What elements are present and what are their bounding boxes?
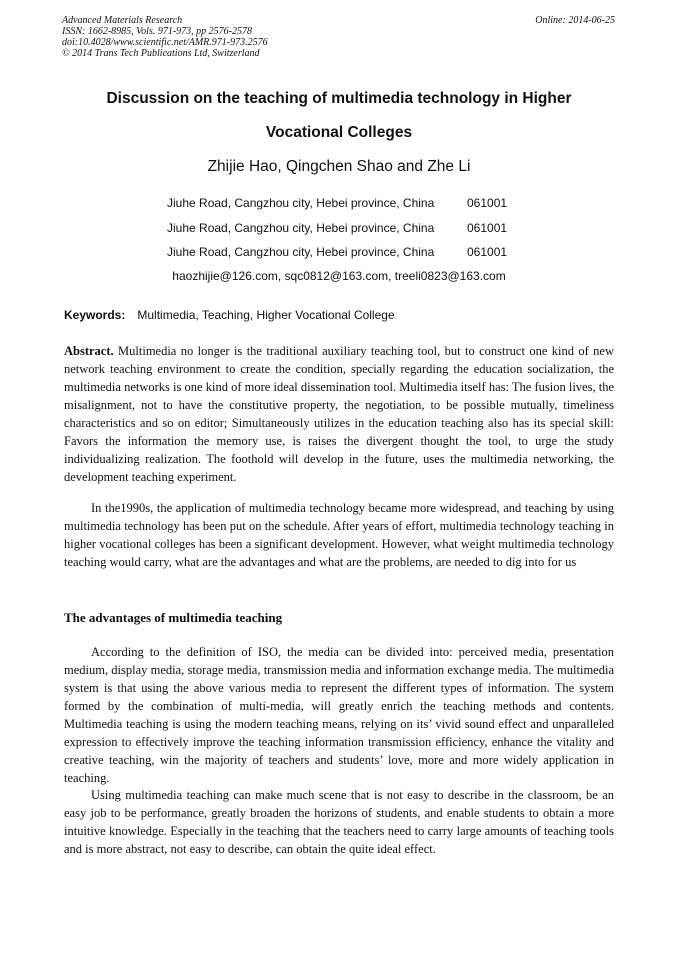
keywords-label: Keywords: [64,308,126,322]
affiliation-1 [167,196,508,210]
affiliation-2 [167,221,508,235]
keywords [64,308,395,322]
section-heading: The advantages of multimedia teaching [64,610,283,625]
paper-title-line-1: Discussion on the teaching of multimedia technology in Higher [106,90,572,107]
copyright-line: © 2014 Trans Tech Publications Ltd, Switzerland [62,48,260,59]
abstract-label: Abstract. [64,344,114,358]
author-list: Zhijie Hao, Qingchen Shao and Zhe Li [207,158,471,175]
issn-line: ISSN: 1662-8985, Vols. 971-973, pp 2576-2578 [62,26,252,37]
journal-name: Advanced Materials Research [62,15,183,26]
affiliation-zip: 061001 [467,245,508,259]
keywords-text: Multimedia, Teaching, Higher Vocational College [137,308,395,322]
intro-paragraph: In the1990s, the application of multimedia technology became more widespread, and teaching by using multimedia technology has been put on the schedule. After years of effort, multimedia technology teaching in higher vocational colleges has been a significant development. However, what weight multimedia technology teaching would carry, what are the advantages and what are the problems, are needed to dig into for us [64,501,614,569]
affiliation-zip: 061001 [467,221,508,235]
paper-title-line-2: Vocational Colleges [265,124,413,141]
affiliation-address: Jiuhe Road, Cangzhou city, Hebei province, China [167,196,435,210]
affiliation-zip: 061001 [467,196,508,210]
section-paragraph-1: According to the definition of ISO, the media can be divided into: perceived media, presentation medium, display media, storage media, transmission media and information exchange media. The multimedia system is that using the above various media to represent the different types of information. The system formed by the combination of multi-media, will greatly enrich the teaching methods and contents. Multimedia teaching is using the modern teaching means, relying on its’ vivid sound effect and unparalleled expression to effectively improve the teaching information transmission efficiency, enhance the vitality and creative teaching, win the majority of teachers and students’ love, more and more widely application in teaching. [64,645,614,785]
abstract-text: Multimedia no longer is the traditional auxiliary teaching tool, but to construct one kind of new network teaching environment to create the condition, specially regarding the education socialization, the multimedia networks is one kind of more ideal dissemination tool. Multimedia itself has: The fusion lives, the misalignment, not to have the constitutive property, the negotiation, to be possible mutually, timeliness characteristics and so on editor; Simultaneously utilizes in the education teaching also has its special skill: Favors the information the memory use, is raises the divergent thought the tool, to urge the study individualizing realization. The foothold will develop in the future, uses the multimedia networking, the development teaching experiment. [64,344,614,484]
section-paragraph-2: Using multimedia teaching can make much scene that is not easy to describe in the classroom, be an easy job to be performance, greatly broaden the horizons of students, and enable students to obtain a more intuitive knowledge. Especially in the teaching that the teachers need to carry large amounts of teaching tools and is more abstract, not easy to describe, can obtain the quite ideal effect. [64,788,614,856]
abstract [64,342,614,486]
journal-header [62,15,268,59]
online-date: Online: 2014-06-25 [535,15,615,26]
author-emails: haozhijie@126.com, sqc0812@163.com, treeli0823@163.com [172,269,506,283]
doi-line: doi:10.4028/www.scientific.net/AMR.971-973.2576 [62,37,268,48]
affiliation-address: Jiuhe Road, Cangzhou city, Hebei province, China [167,245,435,259]
affiliation-3 [167,245,508,259]
affiliation-address: Jiuhe Road, Cangzhou city, Hebei province, China [167,221,435,235]
